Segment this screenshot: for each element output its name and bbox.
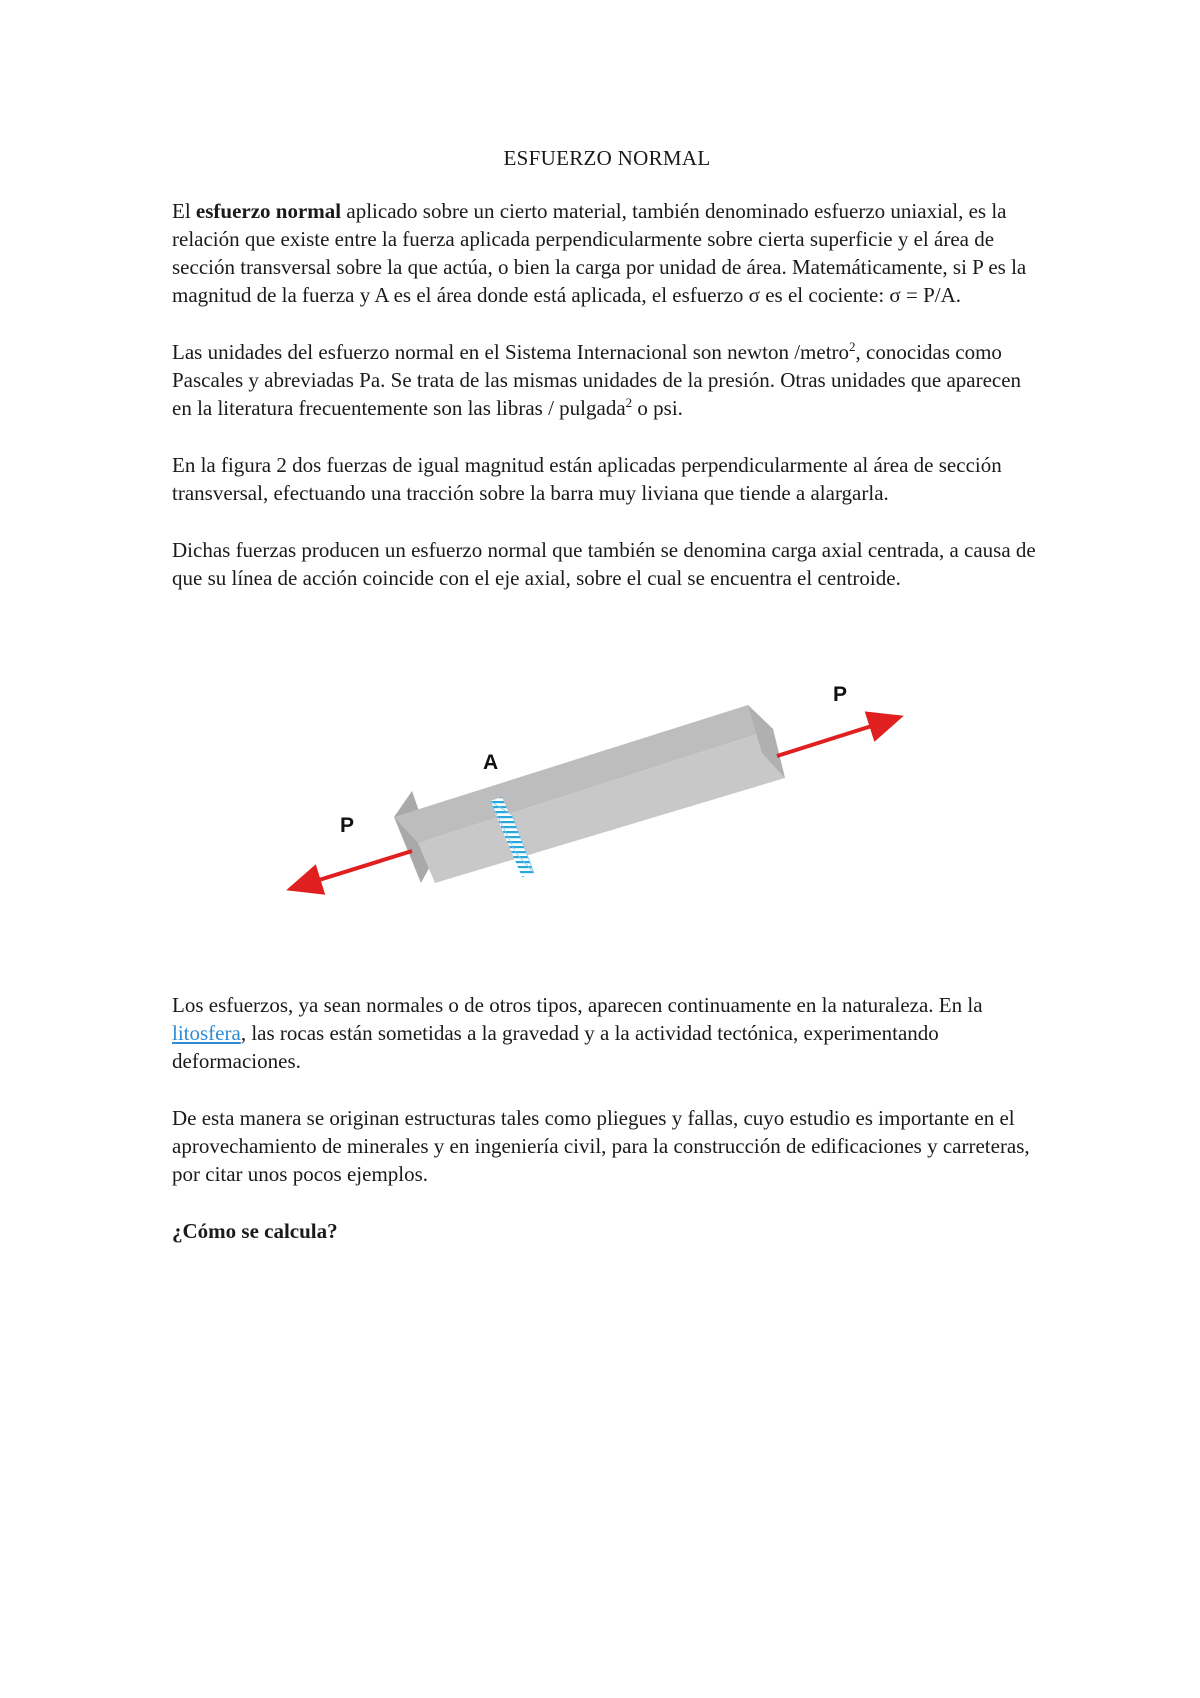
bar-diagram [172, 621, 1042, 951]
right-force-arrow [777, 717, 900, 756]
superscript: 2 [625, 395, 633, 410]
document-page [172, 138, 1042, 1274]
text-run: , conocidas como Pascales y abreviadas Pa. Se trata de las mismas unidades de la presión. Otras unidades que aparecen en la literatura frecuentemente son las libras / pulgada [172, 340, 1022, 420]
right-force-label: P [833, 683, 848, 706]
left-force-label: P [340, 814, 355, 837]
bar-tension-figure [172, 621, 1042, 951]
paragraph-figure-reference: En la figura 2 dos fuerzas de igual magnitud están aplicadas perpendicularmente al área de sección transversal, efectuando una tracción sobre la barra muy liviana que tiende a alargarla. [172, 453, 1002, 505]
paragraph-definition [172, 197, 1042, 309]
paragraph-applications: De esta manera se originan estructuras tales como pliegues y fallas, cuyo estudio es importante en el aprovechamiento de minerales y en ingeniería civil, para la construcción de edificaciones y carreteras, por citar unos pocos ejemplos. [172, 1106, 1030, 1186]
page-title: ESFUERZO NORMAL [503, 146, 711, 170]
paragraph-axial-load: Dichas fuerzas producen un esfuerzo normal que también se denomina carga axial centrada, a causa de que su línea de acción coincide con el eje axial, sobre el cual se encuentra el centroide. [172, 538, 1036, 590]
paragraph-nature [172, 991, 1042, 1075]
text-run: Las unidades del esfuerzo normal en el Sistema Internacional son newton /metro [172, 340, 850, 364]
area-label: A [483, 751, 499, 774]
text-run: aplicado sobre un cierto material, también denominado esfuerzo uniaxial, es la relación que existe entre la fuerza aplicada perpendicularmente sobre cierta superficie y el área de sección transversal sobre la que actúa, o bien la carga por unidad de área. Matemáticamente, si P es la magnitud de la fuerza y A es el área donde está aplicada, el esfuerzo σ es el cociente: σ = P/A. [172, 199, 1027, 307]
superscript: 2 [849, 339, 856, 354]
text-run: , las rocas están sometidas a la gravedad y a la actividad tectónica, experimentando deformaciones. [172, 1021, 939, 1073]
litosfera-link[interactable]: litosfera [172, 1021, 241, 1045]
text-run: Los esfuerzos, ya sean normales o de otros tipos, aparecen continuamente en la naturaleza. En la [172, 993, 983, 1017]
section-heading: ¿Cómo se calcula? [172, 1219, 338, 1243]
left-force-arrow [290, 851, 412, 889]
text-run: o psi. [632, 396, 683, 420]
text-run: El [172, 199, 196, 223]
paragraph-units [172, 338, 1042, 422]
bold-term: esfuerzo normal [195, 199, 342, 223]
